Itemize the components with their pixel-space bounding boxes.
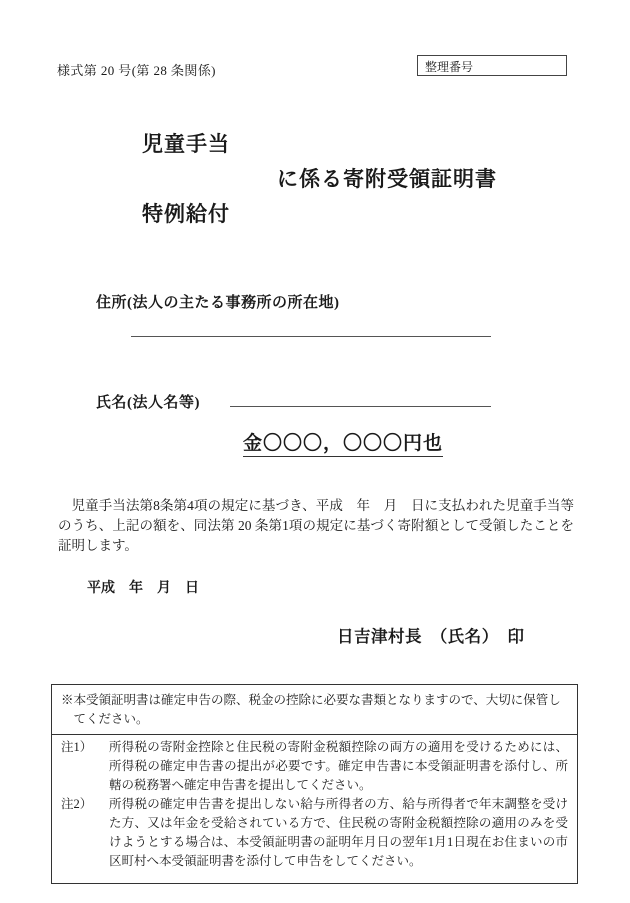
issuer-signature: 日吉津村長 （氏名） 印 <box>337 627 525 646</box>
name-input-line[interactable] <box>230 406 491 407</box>
address-field-label: 住所(法人の主たる事務所の所在地) <box>96 295 340 311</box>
note-marker: 注1） <box>61 740 93 754</box>
control-number-box[interactable] <box>417 55 567 76</box>
title-special-payment: 特例給付 <box>142 202 230 226</box>
note-marker: 注2） <box>61 797 93 811</box>
address-input-line[interactable] <box>131 336 491 337</box>
notes-box <box>51 684 578 884</box>
title-benefit-type: 児童手当 <box>142 132 230 156</box>
notes-primary-text: ※本受領証明書は確定申告の際、税金の控除に必要な書類となりますので、大切に保管してください。 <box>61 693 561 726</box>
form-number-label: 様式第 20 号(第 28 条関係) <box>57 63 216 78</box>
certification-paragraph: 児童手当法第8条第4項の規定に基づき、平成 年 月 日に支払われた児童手当等のうち、上記の額を、同法第 20 条第1項の規定に基づく寄附額として受領したことを証明します。 <box>58 498 574 553</box>
list-item <box>61 738 568 795</box>
list-item <box>61 795 568 871</box>
note-text: 所得税の寄附金控除と住民税の寄附金税額控除の両方の適用を受けるためには、所得税の確定申告書の提出が必要です。確定申告書に本受領証明書を添付し、所轄の税務署へ確定申告書を提出してください。 <box>109 740 568 792</box>
note-text: 所得税の確定申告書を提出しない給与所得者の方、給与所得者で年末調整を受けた方、又は年金を受給されている方で、住民税の寄附金税額控除の適用のみを受けようとする場合は、本受領証明書の証明年月日の翌年1月1日現在お住まいの市区町村へ本受領証明書を添付して申告をしてください。 <box>109 797 568 868</box>
donation-amount: 金〇〇〇，〇〇〇円也 <box>243 428 443 457</box>
name-field-label: 氏名(法人名等) <box>96 395 200 411</box>
notes-list <box>52 735 577 875</box>
control-number-label: 整理番号 <box>425 60 474 74</box>
certification-date: 平成 年 月 日 <box>87 581 199 596</box>
page-title: に係る寄附受領証明書 <box>277 167 497 191</box>
notes-primary <box>52 685 577 734</box>
